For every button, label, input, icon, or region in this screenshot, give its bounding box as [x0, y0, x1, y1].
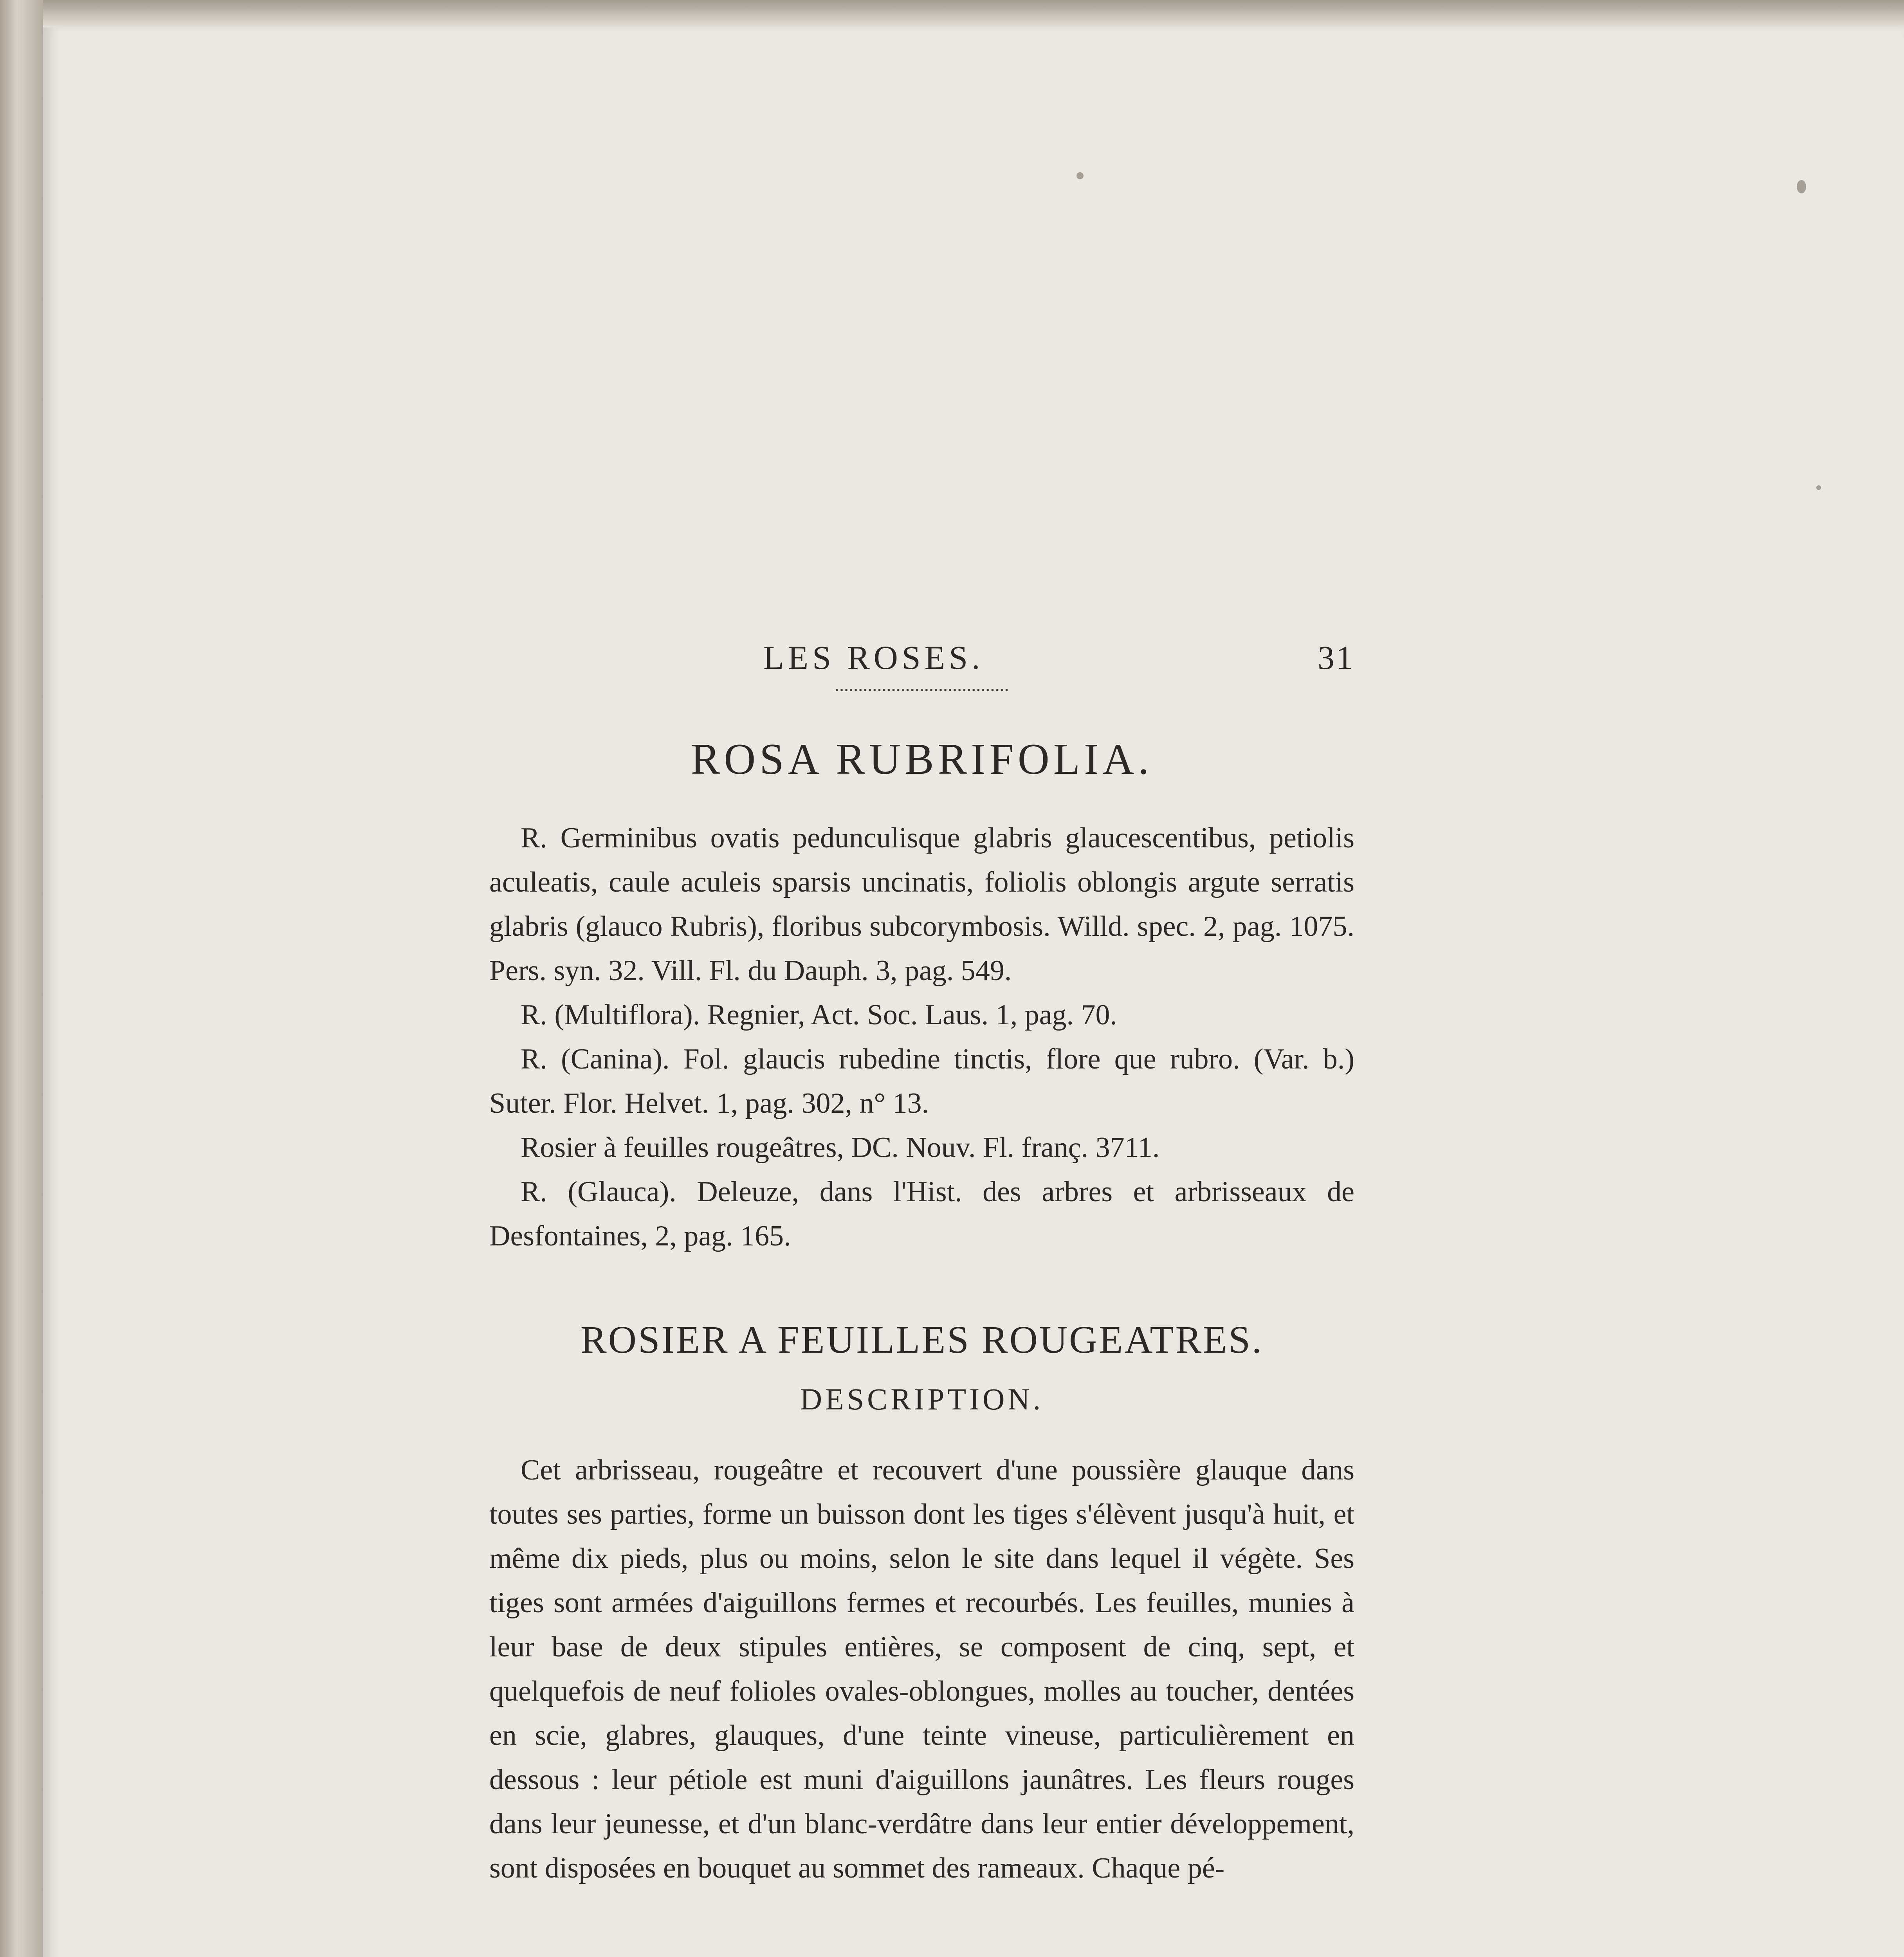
synonym-entry: Rosier à feuilles rougeâtres, DC. Nouv. Fl. franç. 3711.	[521, 1132, 1160, 1164]
species-title: ROSA RUBRIFOLIA.	[691, 735, 1153, 784]
text-block	[489, 626, 1354, 1890]
synonym-entry: R. (Multiflora). Regnier, Act. Soc. Laus. 1, pag. 70.	[521, 999, 1118, 1031]
description-paragraph: Cet arbrisseau, rougeâtre et recouvert d'une poussière glauque dans toutes ses parties, forme un buisson dont les tiges s'élèvent jusqu'à huit, et même dix pieds, plus ou moins, selon le site dans lequel il végète. Ses tiges sont armées d'aiguillons fermes et recourbés. Les feuilles, munies à leur base de deux stipules entières, se composent de cinq, sept, et quelquefois de neuf folioles ovales-oblongues, molles au toucher, dentées en scie, glabres, glauques, d'une teinte vineuse, particulièrement en dessous : leur pétiole est muni d'aiguillons jaunâtres. Les fleurs rouges dans leur jeunesse, et d'un blanc-verdâtre dans leur entier développement, sont disposées en bouquet au sommet des rameaux. Chaque pé-	[489, 1454, 1354, 1884]
left-page-edge	[0, 0, 43, 1957]
common-name-title: ROSIER A FEUILLES ROUGEATRES.	[581, 1318, 1263, 1361]
running-head	[489, 626, 1354, 676]
synonym-entry: R. (Canina). Fol. glaucis rubedine tinctis, flore que rubro. (Var. b.) Suter. Flor. Helvet. 1, pag. 302, n° 13.	[489, 1043, 1354, 1119]
synonym-entry: R. Germinibus ovatis pedunculisque glabris glaucescentibus, petiolis aculeatis, caule aculeis sparsis uncinatis, foliolis oblongis argute serratis glabris (glauco Rubris), floribus subcorymbosis. Willd. spec. 2, pag. 1075. Pers. syn. 32. Vill. Fl. du Dauph. 3, pag. 549.	[489, 822, 1354, 987]
foxing-spot	[1797, 180, 1806, 193]
description-heading: DESCRIPTION.	[800, 1382, 1044, 1416]
page-number: 31	[1318, 639, 1354, 676]
synonymy-list	[489, 816, 1354, 1258]
dotted-rule	[836, 689, 1008, 691]
foxing-spot	[1076, 172, 1084, 179]
running-title: LES ROSES.	[763, 639, 984, 676]
synonym-entry: R. (Glauca). Deleuze, dans l'Hist. des arbres et arbrisseaux de Desfontaines, 2, pag. 165.	[489, 1176, 1354, 1252]
page-top-edge	[43, 0, 1904, 27]
foxing-spot	[1816, 485, 1821, 490]
